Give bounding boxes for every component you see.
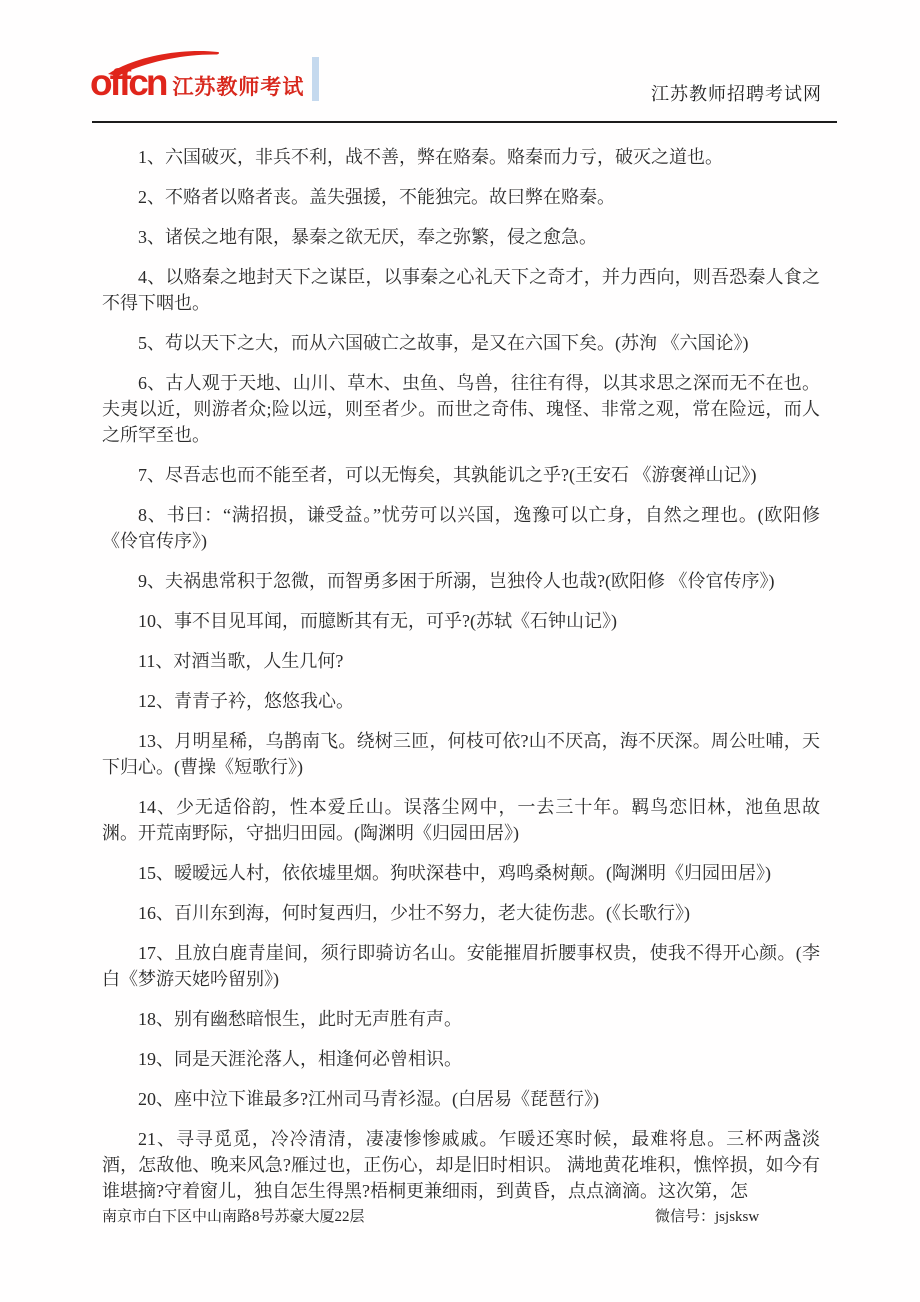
quote-item: 20、座中泣下谁最多?江州司马青衫湿。(白居易《琵琶行》): [138, 1089, 599, 1109]
wechat-label: 微信号：: [655, 1209, 716, 1225]
quote-item: 11、对酒当歌，人生几何?: [138, 651, 344, 671]
quote-item: 6、古人观于天地、山川、草木、虫鱼、鸟兽，往往有得，以其求思之深而无不在也。夫夷以近，则游者众;险以远，则至者少。而世之奇伟、瑰怪、非常之观，常在险远，而人之所罕至也。: [102, 373, 820, 445]
footer-address: 南京市白下区中山南路8号苏豪大厦22层: [102, 1209, 365, 1225]
quote-item: 12、青青子衿，悠悠我心。: [138, 691, 354, 711]
quote-item: 1、六国破灭，非兵不利，战不善，弊在赂秦。赂秦而力亏，破灭之道也。: [138, 147, 723, 167]
header: [90, 54, 822, 108]
quote-item: 19、同是天涯沦落人，相逢何必曾相识。: [138, 1049, 462, 1069]
quote-item: 8、书曰：“满招损，谦受益。”忧劳可以兴国，逸豫可以亡身，自然之理也。(欧阳修 《伶官传序》): [102, 505, 820, 551]
wechat-id: jsjsksw: [715, 1209, 760, 1225]
quote-item: 21、寻寻觅觅，冷冷清清，凄凄惨惨戚戚。乍暖还寒时候，最难将息。三杯两盏淡酒，怎敌他、晚来风急?雁过也，正伤心，却是旧时相识。 满地黄花堆积，憔悴损，如今有谁堪摘?守着窗儿，独自怎生得黑?梧桐更兼细雨，到黄昏，点点滴滴。这次第，怎: [102, 1129, 820, 1201]
quote-item: 10、事不目见耳闻，而臆断其有无，可乎?(苏轼《石钟山记》): [138, 611, 617, 631]
quote-item: 2、不赂者以赂者丧。盖失强援，不能独完。故曰弊在赂秦。: [138, 187, 615, 207]
site-name: 江苏教师招聘考试网: [651, 84, 822, 104]
footer-wechat: [655, 1205, 759, 1226]
logo-product-name: 江苏教师考试: [172, 76, 305, 99]
logo-accent-bar: [312, 57, 319, 101]
quote-item: 16、百川东到海，何时复西归，少壮不努力，老大徒伤悲。(《长歌行》): [138, 903, 690, 923]
offcn-swoosh-icon: [104, 50, 222, 76]
quote-item: 13、月明星稀，乌鹊南飞。绕树三匝，何枝可依?山不厌高，海不厌深。周公吐哺，天下归心。(曹操《短歌行》): [102, 731, 820, 777]
page-footer: [102, 1205, 820, 1227]
quote-item: 7、尽吾志也而不能至者，可以无悔矣，其孰能讥之乎?(王安石 《游褒禅山记》): [138, 465, 757, 485]
quote-list: [102, 144, 820, 1218]
header-divider: [92, 121, 837, 123]
quote-item: 3、诸侯之地有限，暴秦之欲无厌，奉之弥繁，侵之愈急。: [138, 227, 597, 247]
offcn-brand-text: offcn: [90, 54, 165, 101]
offcn-logo: [90, 54, 319, 101]
quote-item: 18、别有幽愁暗恨生，此时无声胜有声。: [138, 1009, 462, 1029]
quote-item: 5、苟以天下之大，而从六国破亡之故事，是又在六国下矣。(苏洵 《六国论》): [138, 333, 749, 353]
quote-item: 4、以赂秦之地封天下之谋臣，以事秦之心礼天下之奇才，并力西向，则吾恐秦人食之不得下咽也。: [102, 267, 820, 313]
quote-item: 15、暧暧远人村，依依墟里烟。狗吠深巷中，鸡鸣桑树颠。(陶渊明《归园田居》): [138, 863, 771, 883]
quote-item: 17、且放白鹿青崖间，须行即骑访名山。安能摧眉折腰事权贵，使我不得开心颜。(李白《梦游天姥吟留别》): [102, 943, 820, 989]
quote-item: 14、少无适俗韵，性本爱丘山。误落尘网中，一去三十年。羁鸟恋旧林，池鱼思故渊。开荒南野际，守拙归田园。(陶渊明《归园田居》): [102, 797, 820, 843]
quote-item: 9、夫祸患常积于忽微，而智勇多困于所溺，岂独伶人也哉?(欧阳修 《伶官传序》): [138, 571, 775, 591]
